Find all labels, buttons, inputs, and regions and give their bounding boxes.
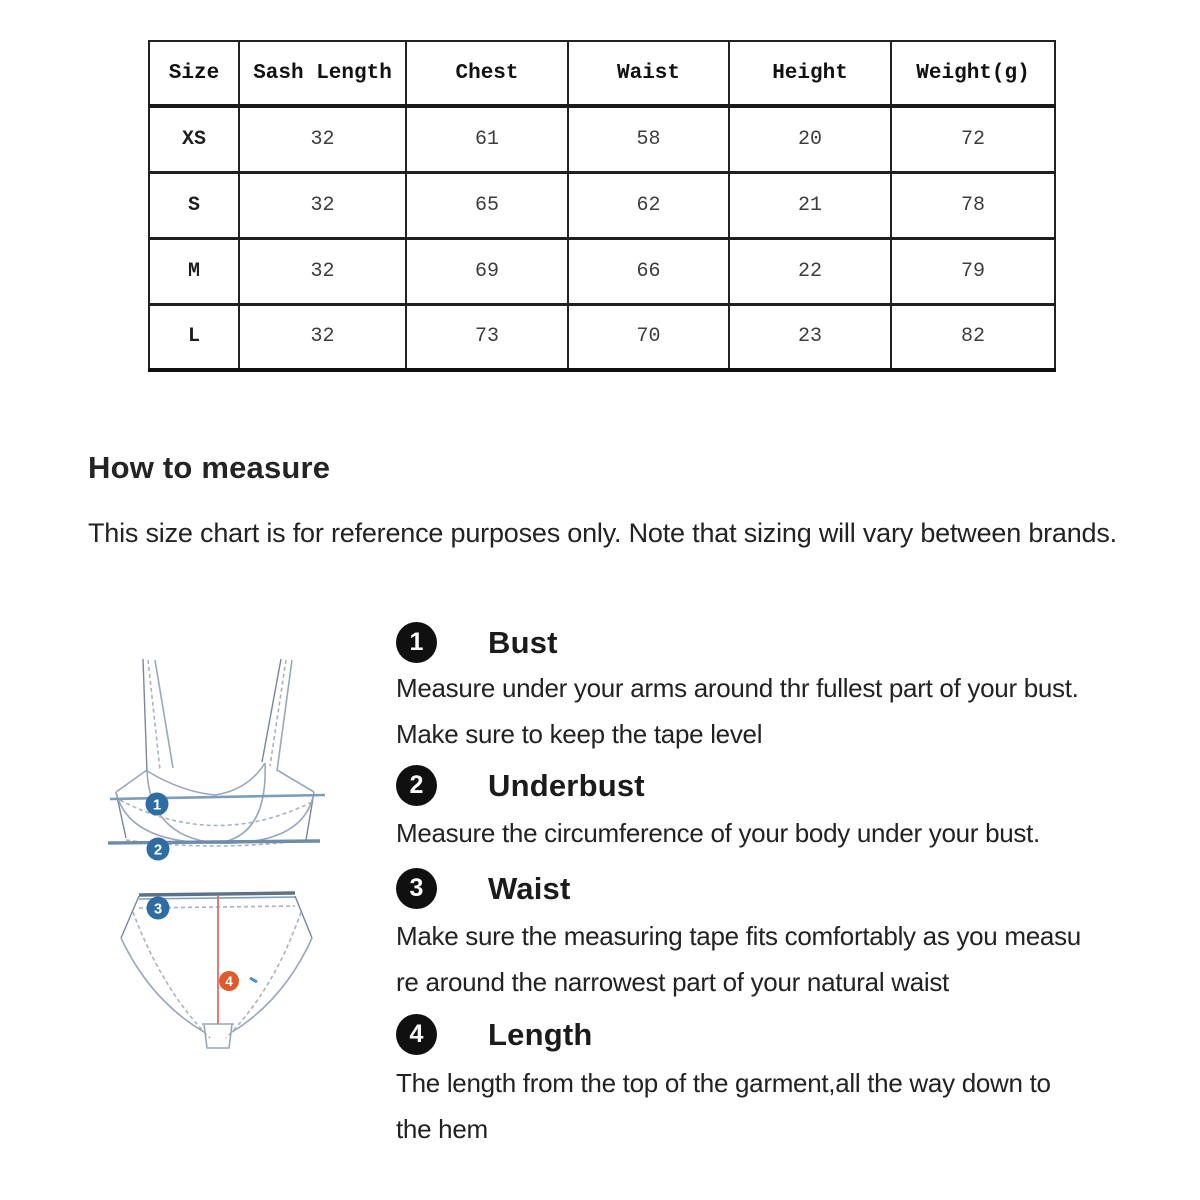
section-2-title: Underbust: [488, 768, 645, 803]
value-cell: 22: [729, 238, 891, 304]
section-4-line-2: the hem: [396, 1114, 488, 1144]
value-cell: 32: [239, 238, 406, 304]
value-cell: 23: [729, 304, 891, 370]
column-header-size: Size: [149, 41, 239, 106]
column-header-chest: Chest: [406, 41, 568, 106]
value-cell: 32: [239, 304, 406, 370]
value-cell: 78: [891, 172, 1055, 238]
column-header-weight: Weight(g): [891, 41, 1055, 106]
section-3-description: [396, 913, 1156, 1005]
bra-straps-lines: [143, 659, 292, 772]
waist-marker-number: 3: [153, 900, 163, 918]
size-cell: S: [149, 172, 239, 238]
value-cell: 62: [568, 172, 729, 238]
length-marker: [219, 971, 239, 991]
underbust-marker-number: 2: [153, 841, 163, 859]
table-header-row: [149, 41, 1055, 106]
size-cell: L: [149, 304, 239, 370]
underbust-guide-line: [108, 841, 320, 843]
value-cell: 69: [406, 238, 568, 304]
bust-marker: [146, 793, 169, 816]
table-row-l: [149, 304, 1055, 370]
measurement-illustration: [80, 650, 340, 1070]
section-1-title: Bust: [488, 625, 558, 660]
length-marker-number: 4: [225, 974, 233, 989]
value-cell: 58: [568, 106, 729, 172]
bust-guide-line: [110, 795, 325, 799]
size-table: [148, 40, 1056, 372]
value-cell: 72: [891, 106, 1055, 172]
panty-outline: [121, 893, 312, 1048]
section-3-title: Waist: [488, 871, 571, 906]
value-cell: 32: [239, 172, 406, 238]
section-4-description: [396, 1060, 1156, 1152]
column-header-height: Height: [729, 41, 891, 106]
small-blue-tick: [250, 978, 257, 982]
section-1-line-2: Make sure to keep the tape level: [396, 719, 763, 749]
table-row-m: [149, 238, 1055, 304]
section-1-line-1: Measure under your arms around thr fullest part of your bust.: [396, 673, 1079, 703]
value-cell: 73: [406, 304, 568, 370]
value-cell: 65: [406, 172, 568, 238]
waist-marker: [147, 897, 170, 920]
value-cell: 61: [406, 106, 568, 172]
section-4-badge: 4: [396, 1014, 437, 1055]
section-4-line-1: The length from the top of the garment,all the way down to: [396, 1068, 1051, 1098]
bust-marker-number: 1: [152, 796, 162, 814]
value-cell: 20: [729, 106, 891, 172]
section-2-line-1: Measure the circumference of your body under your bust.: [396, 818, 1040, 848]
section-2-description: [396, 810, 1156, 856]
table-row-xs: [149, 106, 1055, 172]
section-3-badge: 3: [396, 868, 437, 909]
section-2-badge: 2: [396, 765, 437, 806]
size-cell: M: [149, 238, 239, 304]
how-to-measure-heading: How to measure: [88, 450, 331, 485]
size-cell: XS: [149, 106, 239, 172]
value-cell: 21: [729, 172, 891, 238]
reference-note: This size chart is for reference purposes only. Note that sizing will vary between brands.: [88, 518, 1117, 548]
section-1-badge: 1: [396, 622, 437, 663]
value-cell: 66: [568, 238, 729, 304]
value-cell: 82: [891, 304, 1055, 370]
value-cell: 32: [239, 106, 406, 172]
section-3-line-2: re around the narrowest part of your natural waist: [396, 967, 949, 997]
section-3-line-1: Make sure the measuring tape fits comfortably as you measu: [396, 921, 1081, 951]
column-header-waist: Waist: [568, 41, 729, 106]
section-1-description: [396, 665, 1156, 757]
value-cell: 79: [891, 238, 1055, 304]
table-row-s: [149, 172, 1055, 238]
value-cell: 70: [568, 304, 729, 370]
section-4-title: Length: [488, 1017, 593, 1052]
underbust-marker: [147, 838, 170, 861]
column-header-sash-length: Sash Length: [239, 41, 406, 106]
